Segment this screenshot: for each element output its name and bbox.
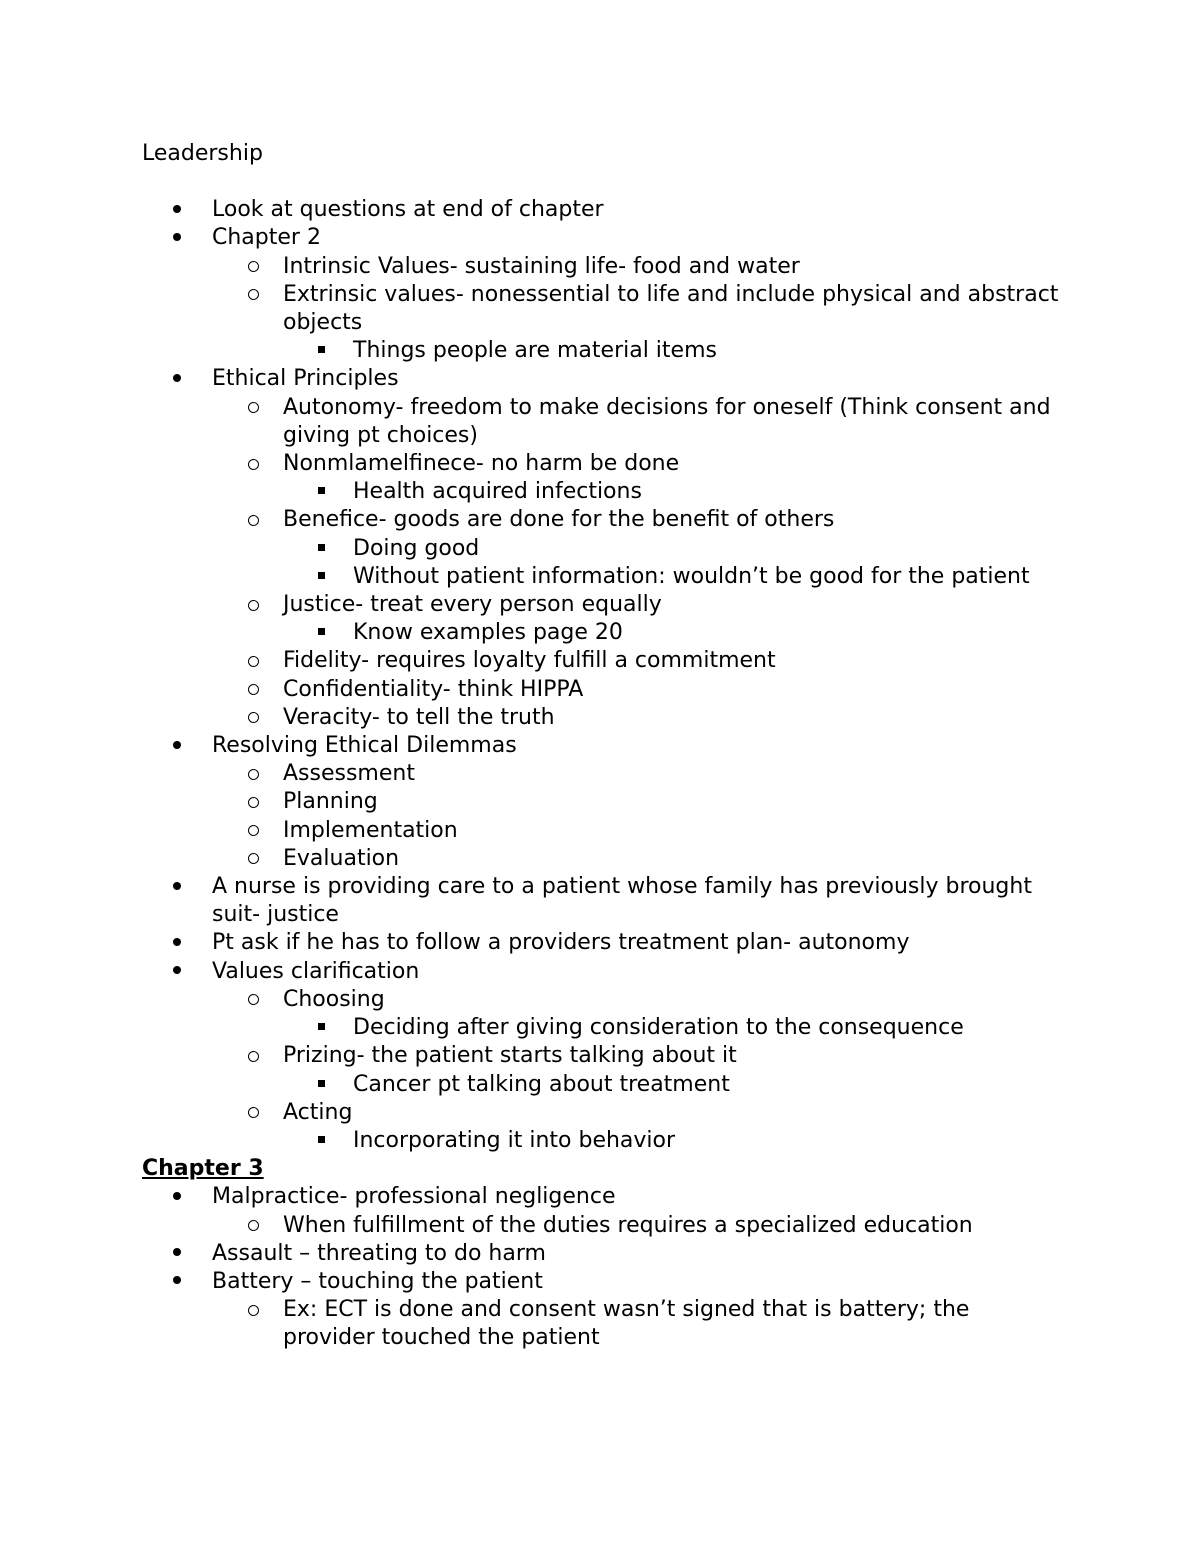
bullet-dot-icon xyxy=(173,732,181,760)
bullet-circle-icon xyxy=(248,1296,259,1324)
list-item xyxy=(142,704,1062,732)
bullet-dot-icon xyxy=(173,196,181,224)
list-item-text: Battery – touching the patient xyxy=(212,1268,543,1294)
bullet-circle-icon xyxy=(248,760,259,788)
list-item xyxy=(142,873,1062,929)
list-item xyxy=(142,1042,1062,1070)
list-item xyxy=(142,253,1062,281)
list-item xyxy=(142,506,1062,534)
list-item-text: Ethical Principles xyxy=(212,366,399,392)
list-item-text: Autonomy- freedom to make decisions for oneself (Think consent and giving pt choices) xyxy=(283,394,1051,448)
list-item-text: A nurse is providing care to a patient whose family has previously brought suit- justice xyxy=(212,874,1032,928)
list-item-text: Incorporating it into behavior xyxy=(353,1127,676,1153)
list-item xyxy=(142,845,1062,873)
list-item-text: Values clarification xyxy=(212,958,420,984)
bullet-circle-icon xyxy=(248,817,259,845)
list-item-text: Intrinsic Values- sustaining life- food and water xyxy=(283,253,800,279)
bullet-circle-icon xyxy=(248,1042,259,1070)
list-item xyxy=(142,478,1062,506)
bullet-dot-icon xyxy=(173,365,181,393)
list-item xyxy=(142,1212,1062,1240)
bullet-dot-icon xyxy=(173,958,181,986)
bullet-square-icon xyxy=(318,563,325,591)
list-item-text: Confidentiality- think HIPPA xyxy=(283,676,584,702)
list-item xyxy=(142,1099,1062,1127)
list-item-text: Look at questions at end of chapter xyxy=(212,197,604,223)
list-item-text: Malpractice- professional negligence xyxy=(212,1184,616,1210)
bullet-square-icon xyxy=(318,1014,325,1042)
bullet-circle-icon xyxy=(248,394,259,422)
list-item-text: Assault – threating to do harm xyxy=(212,1240,546,1266)
bullet-dot-icon xyxy=(173,1240,181,1268)
list-item-text: Resolving Ethical Dilemmas xyxy=(212,733,517,759)
list-item-text: Doing good xyxy=(353,535,480,561)
list-item xyxy=(142,281,1062,337)
list-item xyxy=(142,760,1062,788)
bullet-square-icon xyxy=(318,337,325,365)
list-item-text: Benefice- goods are done for the benefit of others xyxy=(283,507,835,533)
list-item xyxy=(142,196,1062,224)
bullet-circle-icon xyxy=(248,1099,259,1127)
list-item xyxy=(142,365,1062,393)
list-item-text: Things people are material items xyxy=(353,338,717,364)
list-item xyxy=(142,1296,1062,1352)
list-item xyxy=(142,732,1062,760)
list-item xyxy=(142,337,1062,365)
list-item-text: Extrinsic values- nonessential to life and include physical and abstract objects xyxy=(283,281,1059,336)
list-item xyxy=(142,535,1062,563)
bullet-circle-icon xyxy=(248,788,259,816)
list-item-text: Know examples page 20 xyxy=(353,620,623,646)
list-item-text: Veracity- to tell the truth xyxy=(283,704,555,730)
bullet-square-icon xyxy=(318,478,325,506)
list-item-text: Implementation xyxy=(283,817,458,843)
list-item xyxy=(142,929,1062,957)
list-item xyxy=(142,788,1062,816)
list-item-text: Nonmlamelfinece- no harm be done xyxy=(283,451,680,477)
list-item-text: Cancer pt talking about treatment xyxy=(353,1071,730,1097)
list-item-text: Deciding after giving consideration to the consequence xyxy=(353,1015,964,1041)
list-item-text: Chapter 2 xyxy=(212,225,321,251)
bullet-circle-icon xyxy=(248,676,259,704)
list-item xyxy=(142,1240,1062,1268)
bullet-circle-icon xyxy=(248,450,259,478)
bullet-circle-icon xyxy=(248,704,259,732)
bullet-square-icon xyxy=(318,1127,325,1155)
list-item xyxy=(142,1127,1062,1155)
bullet-circle-icon xyxy=(248,506,259,534)
document-page xyxy=(142,140,1062,1353)
list-item xyxy=(142,1183,1062,1211)
list-item xyxy=(142,958,1062,986)
bullet-square-icon xyxy=(318,1071,325,1099)
list-item-text: Without patient information: wouldn’t be good for the patient xyxy=(353,563,1030,589)
list-item xyxy=(142,986,1062,1014)
bullet-circle-icon xyxy=(248,845,259,873)
bullet-circle-icon xyxy=(248,1212,259,1240)
list-item-text: Pt ask if he has to follow a providers treatment plan- autonomy xyxy=(212,930,910,956)
bullet-dot-icon xyxy=(173,1268,181,1296)
bullet-square-icon xyxy=(318,535,325,563)
bullet-dot-icon xyxy=(173,929,181,957)
list-item xyxy=(142,1014,1062,1042)
list-item-text: Prizing- the patient starts talking about it xyxy=(283,1043,737,1069)
list-item-text: Justice- treat every person equally xyxy=(283,592,662,618)
list-item xyxy=(142,394,1062,450)
bullet-dot-icon xyxy=(173,1183,181,1211)
list-item xyxy=(142,563,1062,591)
list-item-text: Health acquired infections xyxy=(353,479,642,505)
bullet-square-icon xyxy=(318,619,325,647)
list-item xyxy=(142,224,1062,252)
list-item xyxy=(142,1268,1062,1296)
list-item xyxy=(142,619,1062,647)
list-item-text: Planning xyxy=(283,789,378,815)
bullet-dot-icon xyxy=(173,224,181,252)
document-title: Leadership xyxy=(142,141,263,166)
list-item-text: When fulfillment of the duties requires a specialized education xyxy=(283,1212,973,1238)
list-item-text: Ex: ECT is done and consent wasn’t signed that is battery; the provider touched the patient xyxy=(283,1297,970,1351)
list-item xyxy=(142,817,1062,845)
notes-list-chapter-3 xyxy=(142,1183,1062,1352)
list-item-text: Acting xyxy=(283,1099,353,1125)
list-item-text: Assessment xyxy=(283,761,415,787)
list-item xyxy=(142,647,1062,675)
list-item xyxy=(142,591,1062,619)
list-item-text: Evaluation xyxy=(283,845,400,871)
bullet-dot-icon xyxy=(173,873,181,901)
bullet-circle-icon xyxy=(248,281,259,309)
list-item xyxy=(142,676,1062,704)
bullet-circle-icon xyxy=(248,986,259,1014)
list-item-text: Choosing xyxy=(283,986,385,1012)
section-heading-chapter-3: Chapter 3 xyxy=(142,1156,264,1182)
list-item xyxy=(142,450,1062,478)
list-item xyxy=(142,1071,1062,1099)
bullet-circle-icon xyxy=(248,253,259,281)
list-item-text: Fidelity- requires loyalty fulfill a commitment xyxy=(283,648,776,674)
bullet-circle-icon xyxy=(248,647,259,675)
bullet-circle-icon xyxy=(248,591,259,619)
notes-list-chapter-2 xyxy=(142,196,1062,1155)
